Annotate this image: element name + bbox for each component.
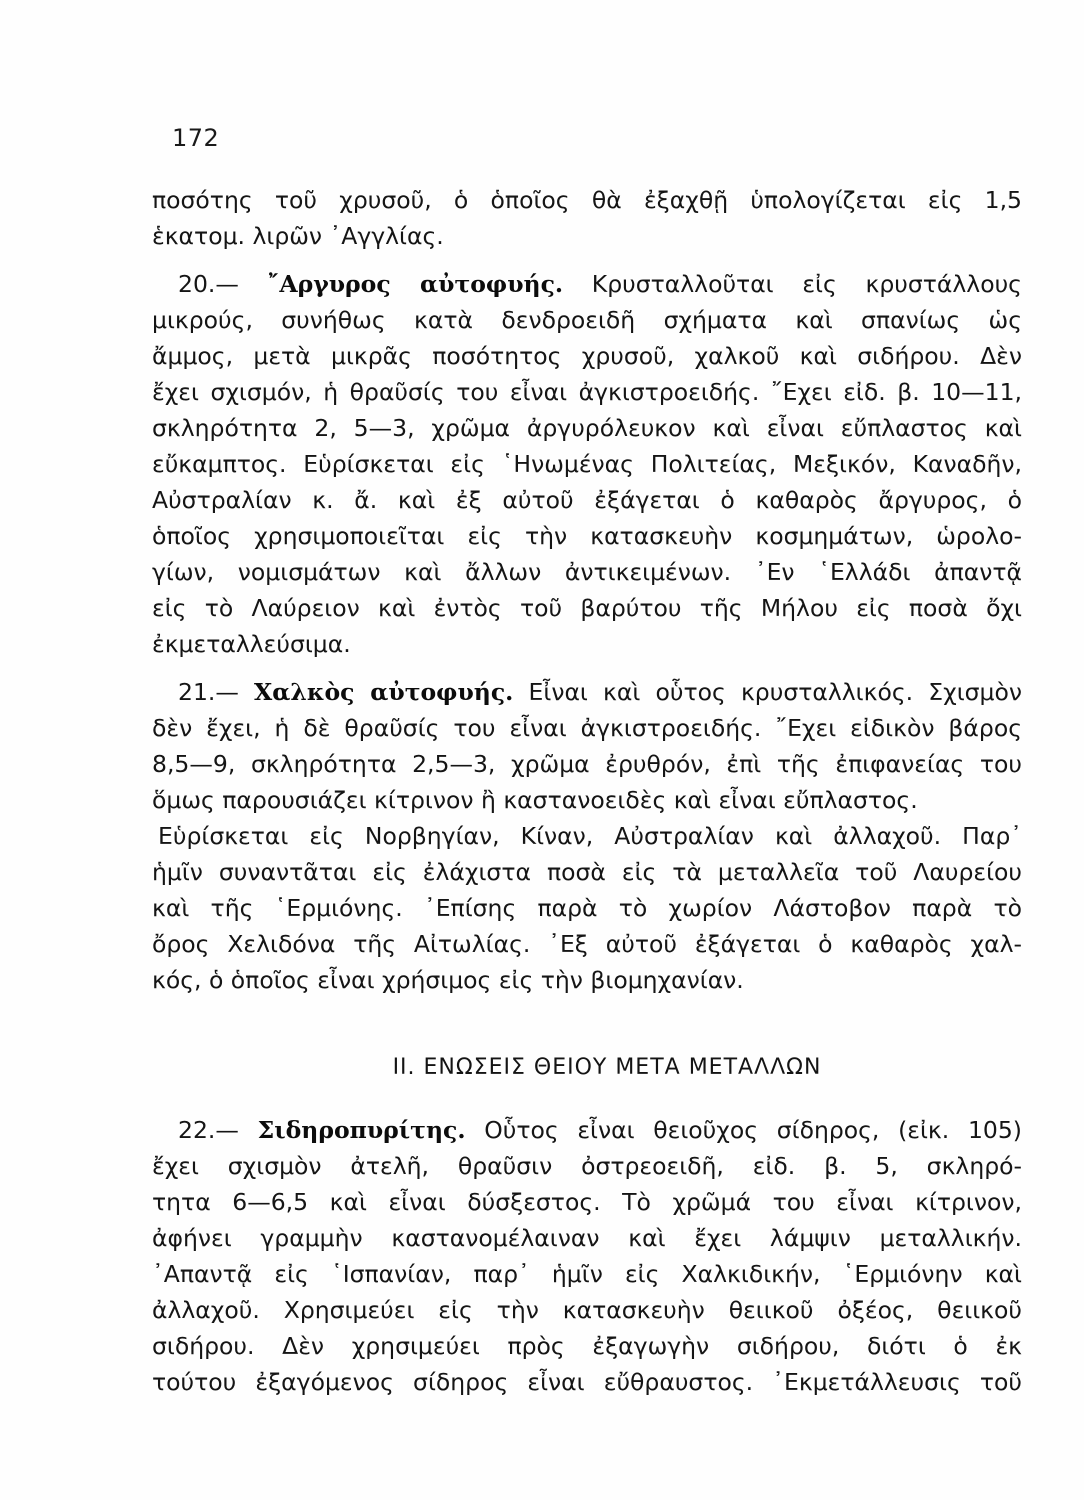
- text-line: γίων, νομισμάτων καὶ ἄλλων ἀντικειμένων. ᾿Εν ῾Ελλάδι ἀπαντᾷ: [152, 558, 1022, 586]
- mineral-name: Χαλκὸς αὐτοφυής.: [254, 678, 514, 706]
- text-line: εἰς τὸ Λαύρειον καὶ ἐντὸς τοῦ βαρύτου τῆς Μήλου εἰς ποσὰ ὄχι: [152, 594, 1022, 622]
- body-text: [152, 182, 1022, 1400]
- mineral-name: ῎Αργυρος αὐτοφυής.: [267, 270, 564, 298]
- paragraph-first-line: [152, 266, 1022, 302]
- text-line: ὁποῖος χρησιμοποιεῖται εἰς τὴν κατασκευὴν κοσμημάτων, ὡρολο-: [152, 522, 1022, 550]
- text-line: ποσότης τοῦ χρυσοῦ, ὁ ὁποῖος θὰ ἐξαχθῇ ὑπολογίζεται εἰς 1,5: [152, 186, 1022, 214]
- first-line-text: Κρυσταλλοῦται εἰς κρυστάλλους: [591, 270, 1022, 298]
- paragraph-number: 22.—: [178, 1116, 239, 1144]
- text-line: ᾿Απαντᾷ εἰς ῾Ισπανίαν, παρ᾿ ἡμῖν εἰς Χαλκιδικήν, ῾Ερμιόνην καὶ: [152, 1260, 1022, 1288]
- text-line: ὅμως παρουσιάζει κίτρινον ἢ καστανοειδὲς καὶ εἶναι εὔπλαστος.: [152, 786, 918, 814]
- first-line-text: Οὗτος εἶναι θειοῦχος σίδηρος, (εἰκ. 105): [484, 1116, 1022, 1144]
- paragraph-number: 20.—: [178, 270, 239, 298]
- text-line: ἔχει σχισμὸν ἀτελῆ, θραῦσιν ὀστρεοειδῆ, εἰδ. β. 5, σκληρό-: [152, 1152, 1022, 1180]
- text-line: τούτου ἐξαγόμενος σίδηρος εἶναι εὔθραυστος. ᾿Εκμετάλλευσις τοῦ: [152, 1368, 1022, 1396]
- text-line: δὲν ἔχει, ἡ δὲ θραῦσίς του εἶναι ἀγκιστροειδής. ῎Εχει εἰδικὸν βάρος: [152, 714, 1022, 742]
- text-line: ὄρος Χελιδόνα τῆς Αἰτωλίας. ᾿Εξ αὐτοῦ ἐξάγεται ὁ καθαρὸς χαλ-: [152, 930, 1022, 958]
- text-line: ἡμῖν συναντᾶται εἰς ἐλάχιστα ποσὰ εἰς τὰ μεταλλεῖα τοῦ Λαυρείου: [152, 858, 1022, 886]
- paragraph-20-silver: [152, 266, 1022, 662]
- text-line: εὔκαμπτος. Εὑρίσκεται εἰς ῾Ηνωμένας Πολιτείας, Μεξικόν, Καναδῆν,: [152, 450, 1022, 478]
- mineral-name: Σιδηροπυρίτης.: [257, 1116, 466, 1144]
- text-line: σκληρότητα 2, 5—3, χρῶμα ἀργυρόλευκον καὶ εἶναι εὔπλαστος καὶ: [152, 414, 1022, 442]
- paragraph-first-line: [152, 1112, 1022, 1148]
- text-line: ἔχει σχισμόν, ἡ θραῦσίς του εἶναι ἀγκιστροειδής. ῎Εχει εἰδ. β. 10—11,: [152, 378, 1022, 406]
- paragraph-22-pyrite: [152, 1112, 1022, 1400]
- text-line: σιδήρου. Δὲν χρησιμεύει πρὸς ἐξαγωγὴν σιδήρου, διότι ὁ ἐκ: [152, 1332, 1022, 1360]
- text-line: ἄμμος, μετὰ μικρᾶς ποσότητος χρυσοῦ, χαλκοῦ καὶ σιδήρου. Δὲν: [152, 342, 1022, 370]
- text-line: καὶ τῆς ῾Ερμιόνης. ᾿Επίσης παρὰ τὸ χωρίον Λάστοβον παρὰ τὸ: [152, 894, 1022, 922]
- first-line-text: Εἶναι καὶ οὗτος κρυσταλλικός. Σχισμὸν: [528, 678, 1022, 706]
- section-heading: ΙΙ. ΕΝΩΣΕΙΣ ΘΕΙΟΥ ΜΕΤΑ ΜΕΤΑΛΛΩΝ: [392, 1055, 822, 1080]
- paragraph-21-copper: [152, 674, 1022, 998]
- text-line: Εὑρίσκεται εἰς Νορβηγίαν, Κίναν, Αὐστραλίαν καὶ ἀλλαχοῦ. Παρ᾿: [158, 822, 1022, 850]
- paragraph-19-tail: [152, 182, 1022, 254]
- text-line: κός, ὁ ὁποῖος εἶναι χρήσιμος εἰς τὴν βιομηχανίαν.: [152, 966, 744, 994]
- paragraph-first-line: [152, 674, 1022, 710]
- text-line: Αὐστραλίαν κ. ἄ. καὶ ἐξ αὐτοῦ ἐξάγεται ὁ καθαρὸς ἄργυρος, ὁ: [152, 486, 1022, 514]
- text-line: ἐκμεταλλεύσιμα.: [152, 630, 351, 658]
- text-line: ἀλλαχοῦ. Χρησιμεύει εἰς τὴν κατασκευὴν θειικοῦ ὀξέος, θειικοῦ: [152, 1296, 1022, 1324]
- text-line: ἀφήνει γραμμὴν καστανομέλαιναν καὶ ἔχει λάμψιν μεταλλικήν.: [152, 1224, 1022, 1252]
- text-line: 8,5—9, σκληρότητα 2,5—3, χρῶμα ἐρυθρόν, ἐπὶ τῆς ἐπιφανείας του: [152, 750, 1022, 778]
- text-line: τητα 6—6,5 καὶ εἶναι δύσξεστος. Τὸ χρῶμά του εἶναι κίτρινον,: [152, 1188, 1022, 1216]
- text-line: μικρούς, συνήθως κατὰ δενδροειδῆ σχήματα καὶ σπανίως ὡς: [152, 306, 1022, 334]
- page-number: 172: [172, 124, 220, 152]
- text-line: ἑκατομ. λιρῶν ᾿Αγγλίας.: [152, 222, 444, 250]
- paragraph-number: 21.—: [178, 678, 239, 706]
